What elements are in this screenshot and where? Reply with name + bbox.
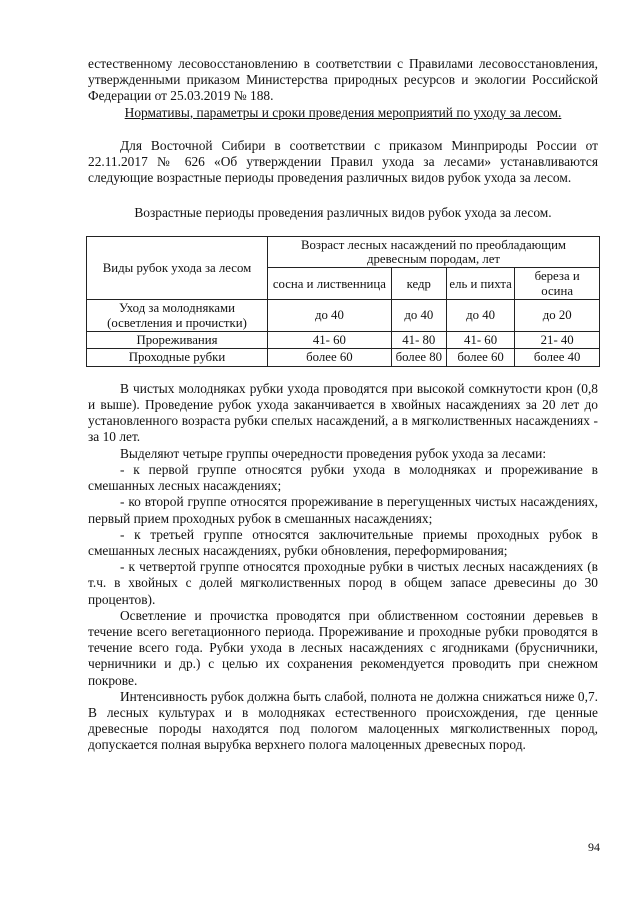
list-item-3: - к третьей группе относятся заключительные приемы проходных рубок в смешанных лесных насаждениях, рубки обновления, переформирования; (88, 526, 598, 558)
paragraph-4: Выделяют четыре группы очередности проведения рубок ухода за лесами: (120, 445, 547, 461)
species-header: кедр (391, 268, 446, 300)
row-label: Проходные рубки (87, 349, 268, 366)
species-header: береза и осина (515, 268, 600, 300)
table-row (87, 332, 600, 349)
table-cell: 41- 60 (446, 332, 515, 349)
list-item-4: - к четвертой группе относятся проходные рубки в чистых лесных насаждениях (в т.ч. в хвойных с долей мягколиственных пород в общем запасе древесины до 30 процентов). (88, 559, 598, 607)
table-cell: более 60 (446, 349, 515, 366)
list-item-2: - ко второй группе относятся прореживание в перегущенных чистых насаждениях, первый прием проходных рубок в смешанных насаждениях; (88, 494, 598, 526)
paragraph-1: естественному лесовосстановлению в соответствии с Правилами лесовосстановления, утвержденными приказом Министерства природных ресурсов и экологии Российской Федерации от 25.03.2019 № 188. (88, 56, 598, 104)
table-cell: более 60 (268, 349, 392, 366)
species-header: сосна и лиственница (268, 268, 392, 300)
table-cell: 41- 80 (391, 332, 446, 349)
paragraph-3: В чистых молодняках рубки ухода проводятся при высокой сомкнутости крон (0,8 и выше). Проведение рубок ухода заканчивается в хвойных насаждениях за 20 лет до установленного возраста рубки спелых насаждений, а в мягколиственных насаждениях - за 10 лет. (88, 380, 598, 445)
rubki-table (86, 236, 600, 367)
paragraph-5: Осветление и прочистка проводятся при облиственном состоянии деревьев в течение всего вегетационного периода. Прореживание и проходные рубки проводятся в течение всего года. Рубки ухода в лесных насаждениях с ягодниками (брусничники, черничники и др.) с целью их сохранения рекомендуется проводить при снежном покрове. (88, 607, 598, 688)
species-header: ель и пихта (446, 268, 515, 300)
table-header-left: Виды рубок ухода за лесом (87, 236, 268, 300)
table-cell: до 40 (268, 300, 392, 332)
table-cell: более 80 (391, 349, 446, 366)
table-caption: Возрастные периоды проведения различных видов рубок ухода за лесом. (134, 205, 552, 221)
table-row (87, 300, 600, 332)
table-cell: 21- 40 (515, 332, 600, 349)
table-cell: 41- 60 (268, 332, 392, 349)
table-cell: до 40 (391, 300, 446, 332)
page-number: 94 (588, 840, 600, 854)
section-heading: Нормативы, параметры и сроки проведения мероприятий по уходу за лесом. (124, 104, 562, 120)
table-header-top: Возраст лесных насаждений по преобладающим древесным породам, лет (268, 236, 600, 268)
paragraph-6: Интенсивность рубок должна быть слабой, полнота не должна снижаться ниже 0,7. В лесных культурах и в молодняках естественного происхождения, где ценные древесные породы находятся под пологом малоценных мягколиственных пород, допускается полная вырубка верхнего полога малоценных древесных пород. (88, 688, 598, 753)
table-cell: до 20 (515, 300, 600, 332)
table-cell: до 40 (446, 300, 515, 332)
list-item-1: - к первой группе относятся рубки ухода в молодняках и прореживание в смешанных лесных насаждениях; (88, 461, 598, 494)
document-page (88, 56, 598, 754)
table-row (87, 349, 600, 366)
paragraph-2: Для Восточной Сибири в соответствии с приказом Минприроды России от 22.11.2017 № 626 «Об утверждении Правил ухода за лесами» устанавливаются следующие возрастные периоды проведения различных видов рубок ухода за лесом. (88, 137, 598, 186)
table-cell: более 40 (515, 349, 600, 366)
row-label: Уход за молодняками (осветления и прочистки) (87, 300, 268, 332)
row-label: Прореживания (87, 332, 268, 349)
